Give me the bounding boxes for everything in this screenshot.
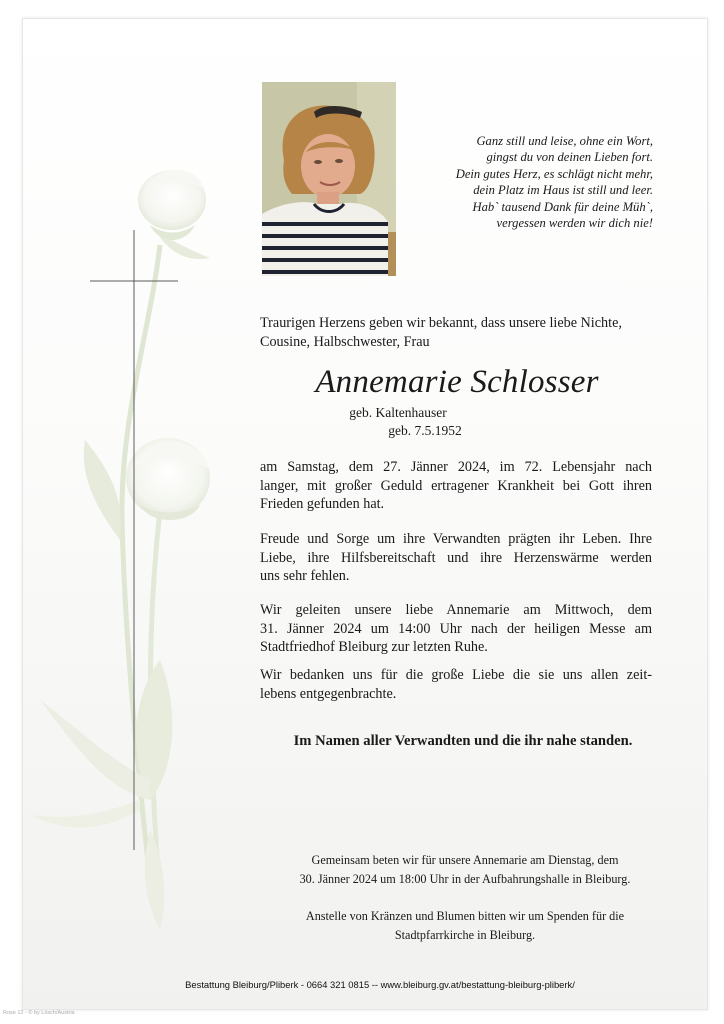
maiden-name: geb. Kaltenhauser: [349, 405, 447, 420]
poem-line: dein Platz im Haus ist still und leer.: [473, 183, 653, 198]
announcement-intro: [260, 314, 660, 352]
poem-line: gingst du von deinen Lieben fort.: [486, 150, 653, 165]
birth-date: geb. 7.5.1952: [388, 423, 462, 438]
thanks-paragraph: [260, 666, 652, 703]
funeral-home-footer: Bestattung Bleiburg/Pliberk - 0664 321 0815 -- www.bleiburg.gv.at/bestattung-bleiburg-pliberk/: [185, 979, 575, 990]
deceased-name: Annemarie Schlosser: [315, 364, 599, 400]
paragraph-line: uns sehr fehlen.: [260, 568, 350, 585]
prayer-line: Gemeinsam beten wir für unsere Annemarie am Dienstag, dem: [311, 853, 619, 867]
paragraph-line: am Samstag, dem 27. Jänner 2024, im 72. Lebensjahr nach: [260, 459, 652, 475]
funeral-paragraph: [260, 601, 652, 657]
imprint-text: Rose 12 - © by Lösch/Austria: [3, 1010, 75, 1016]
poem-line: Ganz still und leise, ohne ein Wort,: [476, 134, 653, 148]
donation-line: Stadtpfarrkirche in Bleiburg.: [394, 927, 536, 942]
paragraph-line: lebens entgegenbrachte.: [260, 685, 397, 702]
death-paragraph: [260, 458, 652, 514]
prayer-notice: [250, 851, 680, 888]
donation-notice: [250, 907, 680, 944]
intro-line: Traurigen Herzens geben wir bekannt, dass unsere liebe Nichte,: [260, 315, 622, 331]
paragraph-line: Freude und Sorge um ihre Verwandten prägten ihr Leben. Ihre: [260, 531, 652, 547]
paragraph-line: langer, mit großer Geduld ertragener Krankheit bei Gott ihren: [260, 477, 652, 494]
poem-line: vergessen werden wir dich nie!: [496, 216, 653, 231]
tribute-paragraph: [260, 530, 652, 586]
paragraph-line: Frieden gefunden hat.: [260, 496, 385, 513]
paragraph-line: Wir bedanken uns für die große Liebe die sie uns allen zeit-: [260, 667, 652, 683]
poem: [410, 133, 653, 231]
intro-line: Cousine, Halbschwester, Frau: [260, 334, 430, 350]
portrait-photo: [262, 82, 396, 276]
closing-signature: Im Namen aller Verwandten und die ihr nahe standen.: [293, 733, 633, 749]
paragraph-line: 31. Jänner 2024 um 14:00 Uhr nach der heiligen Messe am: [260, 620, 652, 637]
poem-line: Hab` tausend Dank für deine Müh`,: [472, 199, 653, 214]
donation-line: Anstelle von Kränzen und Blumen bitten wir um Spenden für die: [305, 909, 625, 923]
prayer-line: 30. Jänner 2024 um 18:00 Uhr in der Aufbahrungshalle in Bleiburg.: [299, 871, 631, 886]
paragraph-line: Wir geleiten unsere liebe Annemarie am Mittwoch, dem: [260, 602, 652, 618]
paragraph-line: Stadtfriedhof Bleiburg zur letzten Ruhe.: [260, 639, 488, 656]
poem-line: Dein gutes Herz, es schlägt nicht mehr,: [455, 166, 653, 181]
paragraph-line: Liebe, ihre Hilfsbereitschaft und ihre Herzenswärme werden: [260, 549, 652, 566]
